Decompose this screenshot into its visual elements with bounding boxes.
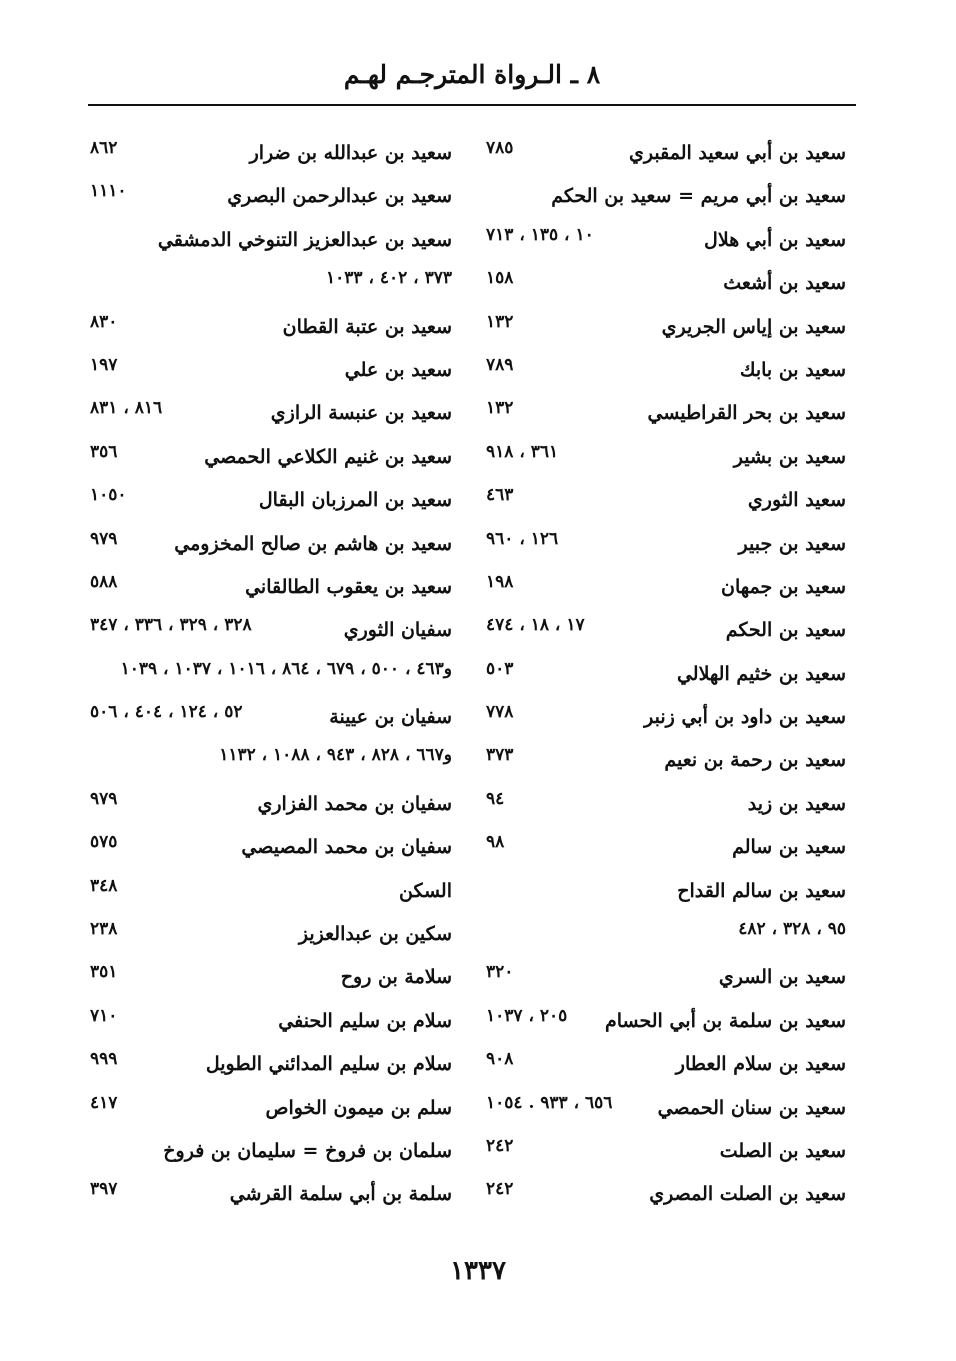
index-entry	[90, 525, 452, 568]
index-entry	[90, 698, 452, 741]
entry-pages: ٩٧٩	[90, 528, 118, 549]
index-entry	[90, 958, 452, 1001]
entry-pages: ١١١٠	[90, 181, 127, 202]
entry-name: سعيد بن داود بن أبي زنبر	[644, 706, 846, 729]
index-entry	[90, 1045, 452, 1088]
entry-pages: ٥٨٨	[90, 571, 118, 592]
index-entry	[90, 1002, 452, 1045]
index-entry	[486, 221, 846, 264]
entry-name: سعيد بن سلام العطار	[675, 1053, 846, 1076]
entry-pages: ٣٥١	[90, 962, 118, 983]
entry-name: سعيد بن غنيم الكلاعي الحمصي	[204, 445, 452, 468]
entry-name: سعيد بن الحكم	[725, 619, 846, 642]
entry-name: السكن	[399, 879, 452, 902]
entry-pages: ٩٠٨	[486, 1049, 514, 1070]
entry-name: سفيان بن محمد المصيصي	[241, 836, 452, 859]
index-entry	[486, 915, 846, 958]
index-entry	[90, 264, 452, 307]
index-entry	[90, 177, 452, 220]
entry-name: سعيد بن سالم القداح	[677, 879, 846, 902]
index-entry	[90, 351, 452, 394]
entry-pages: ٤٦٣	[486, 485, 514, 506]
index-entry	[90, 308, 452, 351]
entry-name: سعيد بن أبي سعيد المقبري	[629, 142, 846, 164]
entry-pages: ٤١٧	[90, 1092, 118, 1113]
entry-pages: ٣٧٣ ، ٤٠٢ ، ١٠٣٣	[326, 268, 452, 289]
index-entry	[90, 221, 452, 264]
entry-pages: ١٧ ، ١٨ ، ٤٧٤	[486, 615, 585, 636]
index-entry	[486, 1045, 846, 1088]
entry-pages: و٤٦٣ ، ٥٠٠ ، ٦٧٩ ، ٨٦٤ ، ١٠١٦ ، ١٠٣٧ ، ١٠٣٩	[120, 658, 452, 679]
entry-name: سعيد بن عتبة القطان	[282, 315, 452, 338]
entry-pages: ١٣٢	[486, 311, 514, 332]
entry-pages: ٥٧٥	[90, 832, 118, 853]
index-entry	[486, 655, 846, 698]
entry-name: سفيان الثوري	[343, 619, 452, 642]
entry-pages: ٨١٦ ، ٨٣١	[90, 398, 163, 419]
header-rule	[88, 104, 856, 106]
entry-pages: ٩٩٩	[90, 1049, 118, 1070]
index-entry	[486, 351, 846, 394]
entry-name: سعيد بن بشير	[733, 445, 846, 468]
entry-pages: ٧١٠	[90, 1005, 118, 1026]
entry-pages: ٢٣٨	[90, 919, 118, 940]
index-entry	[90, 785, 452, 828]
entry-name: سلمة بن أبي سلمة القرشي	[229, 1183, 452, 1206]
entry-name: سعيد بن إياس الجريري	[661, 315, 846, 338]
entry-name: سعيد بن أشعث	[723, 272, 846, 295]
entry-name: سعيد بن هاشم بن صالح المخزومي	[174, 532, 452, 555]
index-entry	[90, 611, 452, 654]
entry-name: سفيان بن محمد الفزاري	[257, 792, 452, 815]
page-header: ٨ ـ الـرواة المترجـم لهـم	[343, 60, 601, 89]
entry-pages: ٣٢٨ ، ٣٢٩ ، ٣٣٦ ، ٣٤٧	[90, 615, 252, 636]
entry-name: سعيد بن عبدالرحمن البصري	[227, 185, 452, 208]
index-entry	[486, 872, 846, 915]
index-entry	[486, 177, 846, 220]
index-column-right	[486, 134, 846, 1219]
entry-name: سعيد بن الصلت	[719, 1139, 846, 1162]
entry-pages: ١٥٨	[486, 268, 514, 289]
index-entry	[486, 1175, 846, 1218]
entry-pages: ٨٦٢	[90, 138, 118, 158]
entry-name: سعيد بن جمهان	[720, 575, 846, 598]
index-entry	[486, 1002, 846, 1045]
index-entry	[90, 1089, 452, 1132]
index-entry	[90, 915, 452, 958]
entry-pages: ٩٨	[486, 832, 505, 853]
entry-name: سعيد بن عبدالله بن ضرار	[249, 142, 452, 164]
index-entry	[90, 134, 452, 177]
entry-pages: ٣٧٣	[486, 745, 514, 766]
entry-pages: ٧٨٩	[486, 354, 514, 375]
index-entry	[486, 958, 846, 1001]
index-column-left	[90, 134, 452, 1219]
entry-pages: ٣٤٨	[90, 875, 118, 896]
entry-pages: ٣٦١ ، ٩١٨	[486, 441, 559, 462]
entry-pages: ٢٤٢	[486, 1135, 514, 1156]
entry-name: سعيد بن سلمة بن أبي الحسام	[605, 1009, 846, 1032]
index-entry	[486, 828, 846, 871]
index-entry	[90, 438, 452, 481]
index-entry	[486, 134, 846, 177]
entry-pages: ٧٨٥	[486, 138, 514, 158]
entry-pages: ٩٤	[486, 788, 505, 809]
entry-pages: ١٠ ، ١٣٥ ، ٧١٣	[486, 224, 594, 245]
entry-name: سعيد بن المرزبان البقال	[258, 489, 452, 512]
index-entry	[486, 394, 846, 437]
entry-name: سلام بن سليم المدائني الطويل	[205, 1053, 452, 1076]
entry-name: سعيد بن زيد	[747, 792, 846, 815]
index-entry	[90, 872, 452, 915]
entry-name: سلامة بن روح	[340, 966, 452, 989]
entry-pages: ٥٢ ، ١٢٤ ، ٤٠٤ ، ٥٠٦	[90, 702, 243, 723]
index-entry	[486, 438, 846, 481]
index-entry	[486, 568, 846, 611]
entry-name: سعيد بن يعقوب الطالقاني	[245, 575, 452, 598]
entry-pages: ١٩٧	[90, 354, 118, 375]
entry-name: سعيد بن بابك	[739, 358, 846, 381]
entry-name: سعيد بن السري	[718, 966, 846, 989]
entry-pages: ٩٧٩	[90, 788, 118, 809]
index-entry	[486, 525, 846, 568]
entry-pages: ٩٥ ، ٣٢٨ ، ٤٨٢	[738, 919, 846, 940]
index-entry	[90, 741, 452, 784]
entry-name: سعيد بن الصلت المصري	[649, 1183, 846, 1206]
entry-pages: ٨٣٠	[90, 311, 118, 332]
entry-name: سعيد بن جبير	[738, 532, 846, 555]
index-entry	[90, 655, 452, 698]
index-entry	[486, 698, 846, 741]
entry-pages: ٣٩٧	[90, 1179, 118, 1200]
page-number: ١٣٣٧	[450, 1256, 506, 1286]
entry-pages: ١٣٢	[486, 398, 514, 419]
entry-name: سكين بن عبدالعزيز	[298, 923, 452, 946]
index-entry	[90, 1175, 452, 1218]
entry-pages: ٢٠٥ ، ١٠٣٧	[486, 1005, 568, 1026]
entry-pages: ١٠٥٠	[90, 485, 127, 506]
entry-pages: ١٩٨	[486, 571, 514, 592]
index-entry	[486, 1089, 846, 1132]
entry-name: سعيد بن سالم	[732, 836, 846, 859]
entry-name: سعيد بن عبدالعزيز التنوخي الدمشقي	[157, 228, 452, 251]
index-entry	[90, 481, 452, 524]
entry-name: سعيد بن عنبسة الرازي	[270, 402, 452, 425]
entry-pages: ٦٥٦ ، ٩٣٣ . ١٠٥٤	[486, 1092, 613, 1113]
entry-name: سعيد بن بحر القراطيسي	[647, 402, 846, 425]
entry-name: سلمان بن فروخ = سليمان بن فروخ	[163, 1139, 452, 1162]
entry-name: سلام بن سليم الحنفي	[278, 1009, 452, 1032]
entry-pages: ٥٠٣	[486, 658, 514, 679]
index-entry	[486, 785, 846, 828]
entry-pages: ٣٥٦	[90, 441, 118, 462]
entry-name: سعيد بن علي	[344, 358, 452, 381]
index-entry	[486, 1132, 846, 1175]
entry-pages: ٢٤٢	[486, 1179, 514, 1200]
entry-name: سفيان بن عيينة	[329, 706, 452, 729]
index-entry	[90, 828, 452, 871]
entry-pages: ٧٧٨	[486, 702, 514, 723]
entry-name: سعيد الثوري	[747, 489, 846, 512]
index-entry	[486, 611, 846, 654]
index-entry	[90, 568, 452, 611]
index-entry	[486, 481, 846, 524]
index-entry	[486, 264, 846, 307]
entry-name: سعيد بن أبي هلال	[704, 228, 846, 251]
entry-name: سعيد بن رحمة بن نعيم	[664, 749, 846, 772]
index-entry	[486, 741, 846, 784]
index-entry	[90, 1132, 452, 1175]
entry-name: سعيد بن سنان الحمصي	[657, 1096, 846, 1119]
entry-name: سعيد بن خثيم الهلالي	[676, 662, 846, 685]
entry-pages: و٦٦٧ ، ٨٢٨ ، ٩٤٣ ، ١٠٨٨ ، ١١٣٢	[219, 745, 452, 766]
entry-pages: ٣٢٠	[486, 962, 514, 983]
entry-pages: ١٢٦ ، ٩٦٠	[486, 528, 559, 549]
index-entry	[486, 308, 846, 351]
index-entry	[90, 394, 452, 437]
entry-name: سلم بن ميمون الخواص	[265, 1096, 452, 1119]
entry-name: سعيد بن أبي مريم = سعيد بن الحكم	[551, 185, 846, 208]
